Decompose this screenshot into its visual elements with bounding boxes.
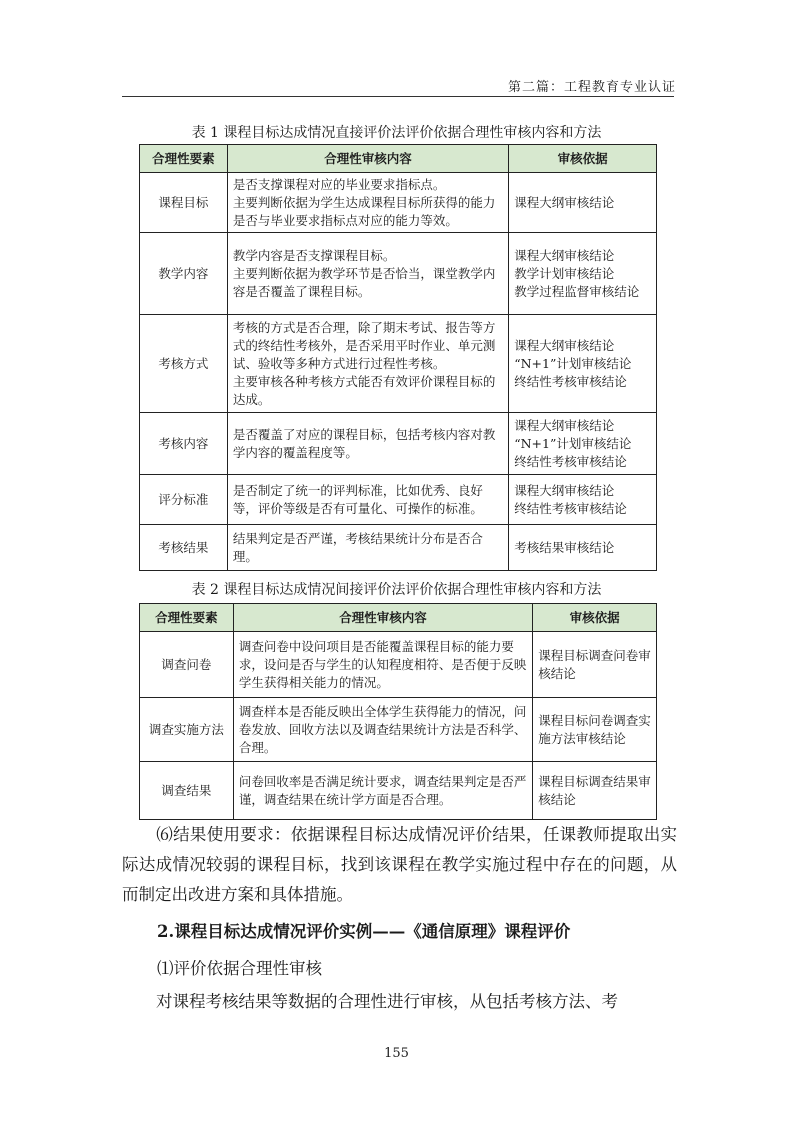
header-rule [122, 96, 674, 97]
table-cell-content: 调查样本是否能反映出全体学生获得能力的情况，问卷发放、回收方法以及调查结果统计方法是否科学、合理。 [233, 698, 532, 762]
table-cell-basis: 课程大纲审核结论 终结性考核审核结论 [509, 475, 657, 525]
table-cell-content: 考核的方式是否合理，除了期末考试、报告等方式的终结性考核外，是否采用平时作业、单元测试、验收等多种方式进行过程性考核。 主要审核各种考核方式能否有效评价课程目标的达成。 [227, 315, 508, 413]
table-cell-content: 问卷回收率是否满足统计要求，调查结果判定是否严谨，调查结果在统计学方面是否合理。 [233, 762, 532, 820]
table-cell-element: 课程目标 [140, 173, 228, 233]
table-cell-content: 是否支撑课程对应的毕业要求指标点。 主要判断依据为学生达成课程目标所获得的能力是否与毕业要求指标点对应的能力等效。 [227, 173, 508, 233]
review-text: 对课程考核结果等数据的合理性进行审核，从包括考核方法、考 [156, 992, 618, 1011]
table-cell-element: 调查结果 [140, 762, 234, 820]
table-cell-element: 调查问卷 [140, 632, 234, 698]
table-cell-element: 评分标准 [140, 475, 228, 525]
table-cell-basis: 课程目标调查结果审核结论 [533, 762, 657, 820]
table1-caption: 表 1 课程目标达成情况直接评价法评价依据合理性审核内容和方法 [191, 125, 602, 141]
sub-section-title: ⑴评价依据合理性审核 [157, 959, 322, 978]
review-paragraph [122, 987, 677, 1017]
table-cell-basis: 课程目标问卷调查实施方法审核结论 [533, 698, 657, 762]
table1-header-basis: 审核依据 [509, 145, 657, 173]
table-cell-element: 调查实施方法 [140, 698, 234, 762]
table-cell-basis: 课程大纲审核结论 “N+1”计划审核结论 终结性考核审核结论 [509, 315, 657, 413]
table1-header-content: 合理性审核内容 [227, 145, 508, 173]
table-cell-element: 教学内容 [140, 233, 228, 315]
table-row [140, 475, 657, 525]
table-row [140, 173, 657, 233]
table-cell-content: 调查问卷中设问项目是否能覆盖课程目标的能力要求，设问是否与学生的认知程度相符、是否便于反映学生获得相关能力的情况。 [233, 632, 532, 698]
result-usage-text: ⑹结果使用要求：依据课程目标达成情况评价结果，任课教师提取出实际达成情况较弱的课程目标，找到该课程在教学实施过程中存在的问题，从而制定出改进方案和具体措施。 [122, 825, 677, 904]
table2-header-content: 合理性审核内容 [233, 604, 532, 632]
table-row [140, 632, 657, 698]
running-header: 第二篇：工程教育专业认证 [508, 80, 677, 95]
table2-header-basis: 审核依据 [533, 604, 657, 632]
table-cell-content: 是否覆盖了对应的课程目标，包括考核内容对教学内容的覆盖程度等。 [227, 413, 508, 475]
table-row [140, 233, 657, 315]
table-cell-content: 是否制定了统一的评判标准，比如优秀、良好等，评价等级是否有可量化、可操作的标准。 [227, 475, 508, 525]
table1-header-element: 合理性要素 [140, 145, 228, 173]
table2 [139, 603, 657, 820]
table-cell-basis: 考核结果审核结论 [509, 525, 657, 571]
table-row [140, 525, 657, 571]
section-title: 2.课程目标达成情况评价实例——《通信原理》课程评价 [157, 922, 571, 941]
table-cell-content: 结果判定是否严谨，考核结果统计分布是否合理。 [227, 525, 508, 571]
table-cell-basis: 课程大纲审核结论 [509, 173, 657, 233]
table-cell-element: 考核内容 [140, 413, 228, 475]
page-number: 155 [384, 1046, 409, 1061]
table-cell-element: 考核方式 [140, 315, 228, 413]
table-cell-element: 考核结果 [140, 525, 228, 571]
table-cell-basis: 课程目标调查问卷审核结论 [533, 632, 657, 698]
table-row [140, 413, 657, 475]
table-cell-basis: 课程大纲审核结论 “N+1”计划审核结论 终结性考核审核结论 [509, 413, 657, 475]
table-row [140, 762, 657, 820]
table-row [140, 698, 657, 762]
table-cell-content: 教学内容是否支撑课程目标。 主要判断依据为教学环节是否恰当，课堂教学内容是否覆盖了课程目标。 [227, 233, 508, 315]
table1 [139, 144, 657, 571]
result-usage-paragraph [122, 820, 677, 910]
table-cell-basis: 课程大纲审核结论 教学计划审核结论 教学过程监督审核结论 [509, 233, 657, 315]
table2-header-element: 合理性要素 [140, 604, 234, 632]
table2-caption: 表 2 课程目标达成情况间接评价法评价依据合理性审核内容和方法 [191, 582, 602, 598]
table-row [140, 315, 657, 413]
